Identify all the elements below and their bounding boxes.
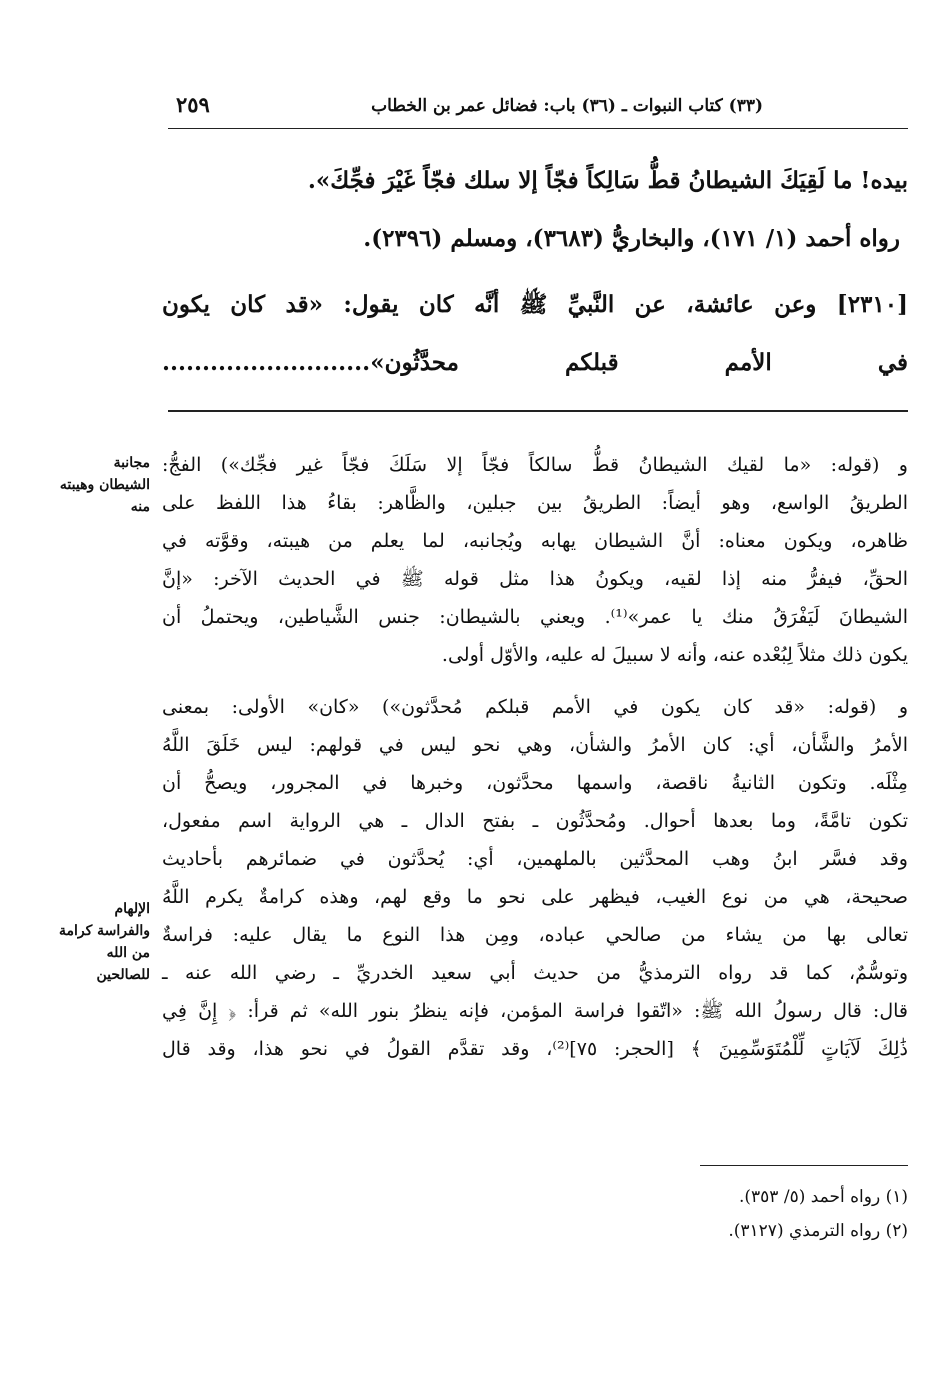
commentary: [162, 446, 908, 1082]
hadith-text: [162, 152, 908, 210]
footnote-rule: [700, 1165, 908, 1166]
footnote: (٢) رواه الترمذي (٣١٢٧).: [728, 1221, 908, 1241]
margin-note-line: مجانبة: [113, 455, 150, 471]
hadith-line: في الأمم قبلكم محدَّثُون»..........................: [162, 349, 908, 376]
commentary-line: صحيحة، هي من نوع الغيب، فيظهر على نحو ما وقع لهم، وهذه كرامةٌ يكرم اللَّهُ: [162, 886, 908, 908]
commentary-line: قال: قال رسولُ الله ﷺ: «اتّقوا فراسة المؤمن، فإنه ينظرُ بنور الله» ثم قرأ: ﴿ إِنَّ فِي: [162, 1000, 908, 1022]
hadith-line: رواه أحمد (١/ ١٧١)، والبخاريُّ (٣٦٨٣)، ومسلم (٢٣٩٦).: [363, 225, 900, 252]
margin-note-line: منه: [130, 499, 150, 515]
hadith-2310: [162, 276, 908, 392]
hadith-source: [162, 210, 900, 268]
commentary-line: الأمرُ والشَّأن، أي: كان الأمرُ والشأن، وهي نحو ليس في قولهم: ليس خَلَقَ اللَّهُ: [162, 734, 908, 756]
hadith-line: [٢٣١٠] وعن عائشة، عن النَّبيِّ ﷺ أنَّه كان يقول: «قد كان يكون: [162, 291, 908, 318]
commentary-line: مِثْلَه. وتكون الثانيةُ ناقصة، واسمها محدَّثون، وخبرها في المجرور، ويصحُّ أن: [162, 772, 908, 794]
footnote: (١) رواه أحمد (٥/ ٣٥٣).: [738, 1187, 908, 1207]
commentary-line: تكون تامَّةً، وما بعدها أحوال. ومُحدَّثُون ـ بفتح الدال ـ هي الرواية اسم مفعول،: [162, 810, 908, 832]
commentary-line: الحقِّ، فيفرُّ منه إذا لقيه، ويكونُ هذا مثل قوله ﷺ في الحديث الآخر: «إنَّ: [162, 568, 908, 590]
commentary-line: الطريقُ الواسع، وهو أيضاً: الطريقُ بين جبلين، والظَّاهر: بقاءُ هذا اللفظ على: [162, 492, 908, 514]
margin-note-shaytan: [14, 452, 150, 518]
commentary-line: الشيطانَ لَيَفْرَقُ منك يا عمر»⁽¹⁾. ويعني بالشيطان: جنس الشَّياطين، ويحتملُ أن: [162, 606, 908, 628]
page-header: [168, 92, 908, 128]
section-rule: [168, 410, 908, 412]
margin-note-line: من الله: [106, 945, 150, 961]
running-title: (٣٣) كتاب النبوات ـ (٣٦) باب: فضائل عمر بن الخطاب: [371, 96, 763, 116]
margin-note-line: الشيطان وهيبته: [59, 477, 150, 493]
commentary-line: ذَٰلِكَ لَآيَاتٍ لِّلْمُتَوَسِّمِينَ ﴾ [الحجر: ٧٥]⁽²⁾، وقد تقدَّم القولُ في نحو هذا، وقد قال: [162, 1038, 908, 1060]
hadith-line: بيده! ما لَقِيَكَ الشيطانُ قطُّ سَالِكاً فجّاً إلا سلك فجّاً غَيْرَ فجِّكَ».: [307, 167, 908, 194]
commentary-line: وقد فسَّر ابنُ وهب المحدَّثين بالملهمين، أي: يُحدَّثون في ضمائرهم بأحاديث: [162, 848, 908, 870]
margin-note-line: الإلهام: [114, 901, 150, 917]
header-rule: [168, 128, 908, 129]
commentary-line: يكون ذلك مثلاً لِبُعْده عنه، وأنه لا سبيلَ له عليه، والأوّل أولى.: [441, 644, 908, 666]
margin-note-line: والفراسة كرامة: [58, 923, 150, 939]
margin-note-line: للصالحين: [96, 967, 150, 983]
margin-note-ilham: [14, 898, 150, 986]
footnotes: [300, 1180, 908, 1248]
page-number: ٢٥٩: [176, 92, 210, 117]
commentary-line: و (قوله: «قد كان يكون في الأمم قبلكم مُحدَّثون») «كان» الأولى: بمعنى: [162, 696, 908, 718]
commentary-paragraph: [162, 446, 908, 674]
commentary-line: و (قوله: «ما لقيك الشيطانُ قطُّ سالكاً فجّاً إلا سَلَكَ فجّاً غير فجِّك») الفجُّ:: [162, 454, 908, 476]
commentary-line: وتوسُّمٌ، كما قد رواه الترمذيُّ من حديث أبي سعيد الخدريِّ ـ رضي الله عنه ـ: [162, 962, 908, 984]
commentary-paragraph: [162, 688, 908, 1068]
commentary-line: ظاهره، ويكون معناه: أنَّ الشيطان يهابه ويُجانبه، لما يعلم من هيبته، وقوَّته في: [162, 530, 908, 552]
commentary-line: تعالى بها من يشاء من صالحي عباده، ومِن هذا النوع ما يقال عليه: فراسةٌ: [162, 924, 908, 946]
